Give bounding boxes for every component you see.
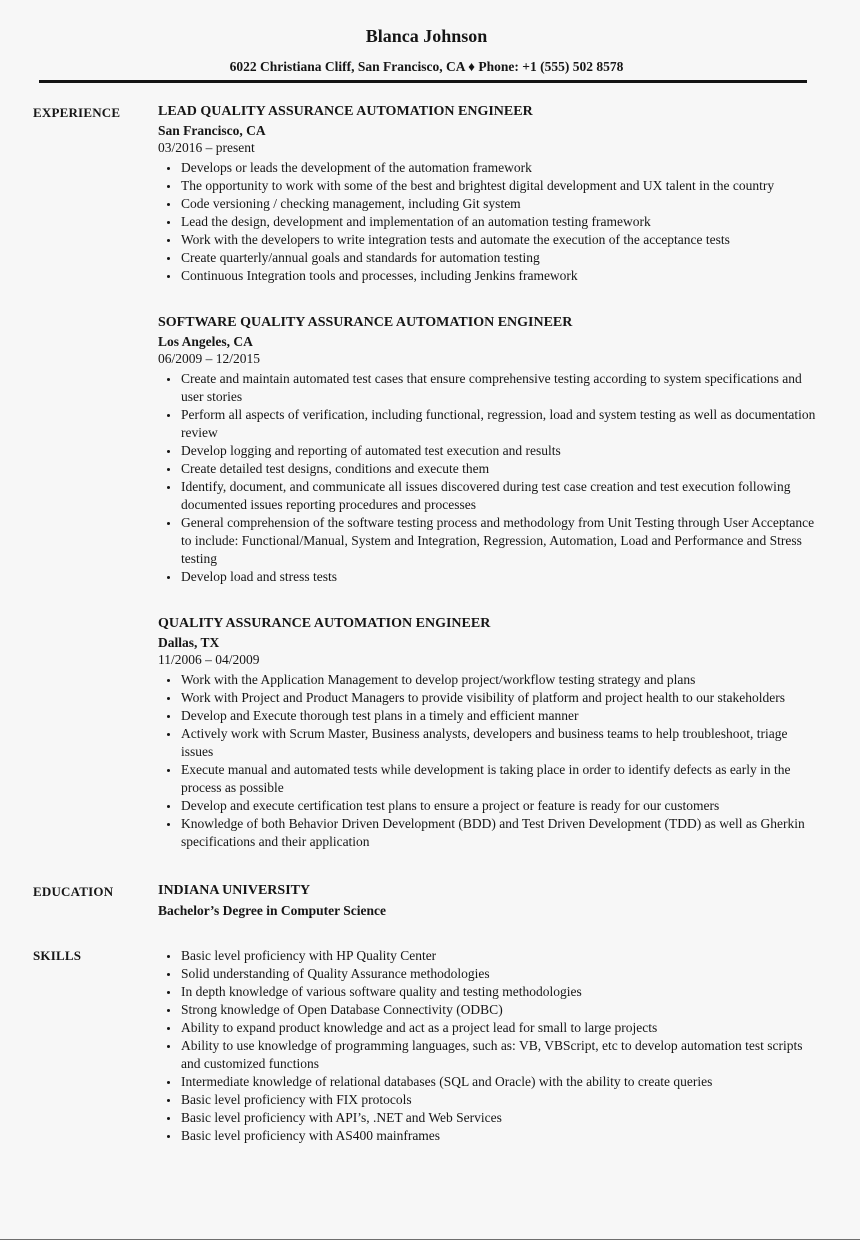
job-bullet-list xyxy=(158,159,820,285)
education-school: INDIANA UNIVERSITY xyxy=(158,883,311,898)
bullet-item: • Create detailed test designs, conditions and execute them xyxy=(180,460,820,478)
bullet-item: • The opportunity to work with some of the best and brightest digital development and UX talent in the country xyxy=(180,177,820,195)
job-title: LEAD QUALITY ASSURANCE AUTOMATION ENGINEER xyxy=(158,104,533,119)
bullet-item: • Lead the design, development and implementation of an automation testing framework xyxy=(180,213,820,231)
bullet-item: • Knowledge of both Behavior Driven Development (BDD) and Test Driven Development (TDD) as well as Gherkin specifications and their application xyxy=(180,815,820,851)
job-location: Los Angeles, CA xyxy=(158,334,253,349)
bullet-item: • Develop load and stress tests xyxy=(180,568,820,586)
bullet-item: • Basic level proficiency with API’s, .NET and Web Services xyxy=(180,1109,820,1127)
bullet-item: • Develop logging and reporting of automated test execution and results xyxy=(180,442,820,460)
job-entry-2 xyxy=(158,313,820,586)
job-dates: 06/2009 – 12/2015 xyxy=(158,351,261,366)
bullet-item: • Perform all aspects of verification, including functional, regression, load and system testing as well as documentation review xyxy=(180,406,820,442)
section-skills xyxy=(33,945,820,1145)
job-dates: 11/2006 – 04/2009 xyxy=(158,652,260,667)
bullet-item: • Continuous Integration tools and processes, including Jenkins framework xyxy=(180,267,820,285)
bullet-item: • Work with Project and Product Managers to provide visibility of platform and project health to our stakeholders xyxy=(180,689,820,707)
education-degree: Bachelor’s Degree in Computer Science xyxy=(158,903,386,918)
section-label-skills: SKILLS xyxy=(33,948,82,963)
section-label-experience: EXPERIENCE xyxy=(33,105,121,120)
bullet-item: • Solid understanding of Quality Assurance methodologies xyxy=(180,965,820,983)
job-location: San Francisco, CA xyxy=(158,123,266,138)
contact-line: 6022 Christiana Cliff, San Francisco, CA ♦ Phone: +1 (555) 502 8578 xyxy=(229,59,624,74)
bullet-item: • Develop and execute certification test plans to ensure a project or feature is ready for our customers xyxy=(180,797,820,815)
bullet-item: • Strong knowledge of Open Database Connectivity (ODBC) xyxy=(180,1001,820,1019)
bullet-item: • Ability to use knowledge of programming languages, such as: VB, VBScript, etc to develop automation test scripts and customized functions xyxy=(180,1037,820,1073)
bullet-item: • Develops or leads the development of the automation framework xyxy=(180,159,820,177)
section-education xyxy=(33,881,820,921)
bullet-item: • In depth knowledge of various software quality and testing methodologies xyxy=(180,983,820,1001)
job-dates: 03/2016 – present xyxy=(158,140,255,155)
bullet-item: • Basic level proficiency with HP Quality Center xyxy=(180,947,820,965)
bullet-item: • Ability to expand product knowledge and act as a project lead for small to large projects xyxy=(180,1019,820,1037)
job-bullet-list xyxy=(158,370,820,586)
bullet-item: • Code versioning / checking management, including Git system xyxy=(180,195,820,213)
job-location: Dallas, TX xyxy=(158,635,220,650)
bullet-item: • General comprehension of the software testing process and methodology from Unit Testing through User Acceptance to include: Functional/Manual, System and Integration, Regression, Automation, Load and Performance and Stress testing xyxy=(180,514,820,568)
job-entry-1 xyxy=(158,102,820,285)
bullet-item: • Work with the Application Management to develop project/workflow testing strategy and plans xyxy=(180,671,820,689)
skills-content xyxy=(158,945,820,1145)
job-title: QUALITY ASSURANCE AUTOMATION ENGINEER xyxy=(158,616,491,631)
candidate-name: Blanca Johnson xyxy=(365,26,488,46)
bullet-item: • Develop and Execute thorough test plans in a timely and efficient manner xyxy=(180,707,820,725)
header-divider xyxy=(39,80,807,83)
section-experience xyxy=(33,102,820,851)
bullet-item: • Basic level proficiency with AS400 mainframes xyxy=(180,1127,820,1145)
section-label-education: EDUCATION xyxy=(33,884,114,899)
education-content xyxy=(158,881,820,921)
bullet-item: • Identify, document, and communicate all issues discovered during test case creation and test execution following documented issues reporting procedures and processes xyxy=(180,478,820,514)
experience-content xyxy=(158,102,820,851)
bullet-item: • Create quarterly/annual goals and standards for automation testing xyxy=(180,249,820,267)
bullet-item: • Work with the developers to write integration tests and automate the execution of the acceptance tests xyxy=(180,231,820,249)
bullet-item: • Execute manual and automated tests while development is taking place in order to identify defects as early in the process as possible xyxy=(180,761,820,797)
bullet-item: • Basic level proficiency with FIX protocols xyxy=(180,1091,820,1109)
job-bullet-list xyxy=(158,671,820,851)
bullet-item: • Actively work with Scrum Master, Business analysts, developers and business teams to help troubleshoot, triage issues xyxy=(180,725,820,761)
job-title: SOFTWARE QUALITY ASSURANCE AUTOMATION ENGINEER xyxy=(158,315,573,330)
job-entry-3 xyxy=(158,614,820,851)
bullet-item: • Create and maintain automated test cases that ensure comprehensive testing according to system specifications and user stories xyxy=(180,370,820,406)
skills-bullet-list xyxy=(158,947,820,1145)
bullet-item: • Intermediate knowledge of relational databases (SQL and Oracle) with the ability to create queries xyxy=(180,1073,820,1091)
